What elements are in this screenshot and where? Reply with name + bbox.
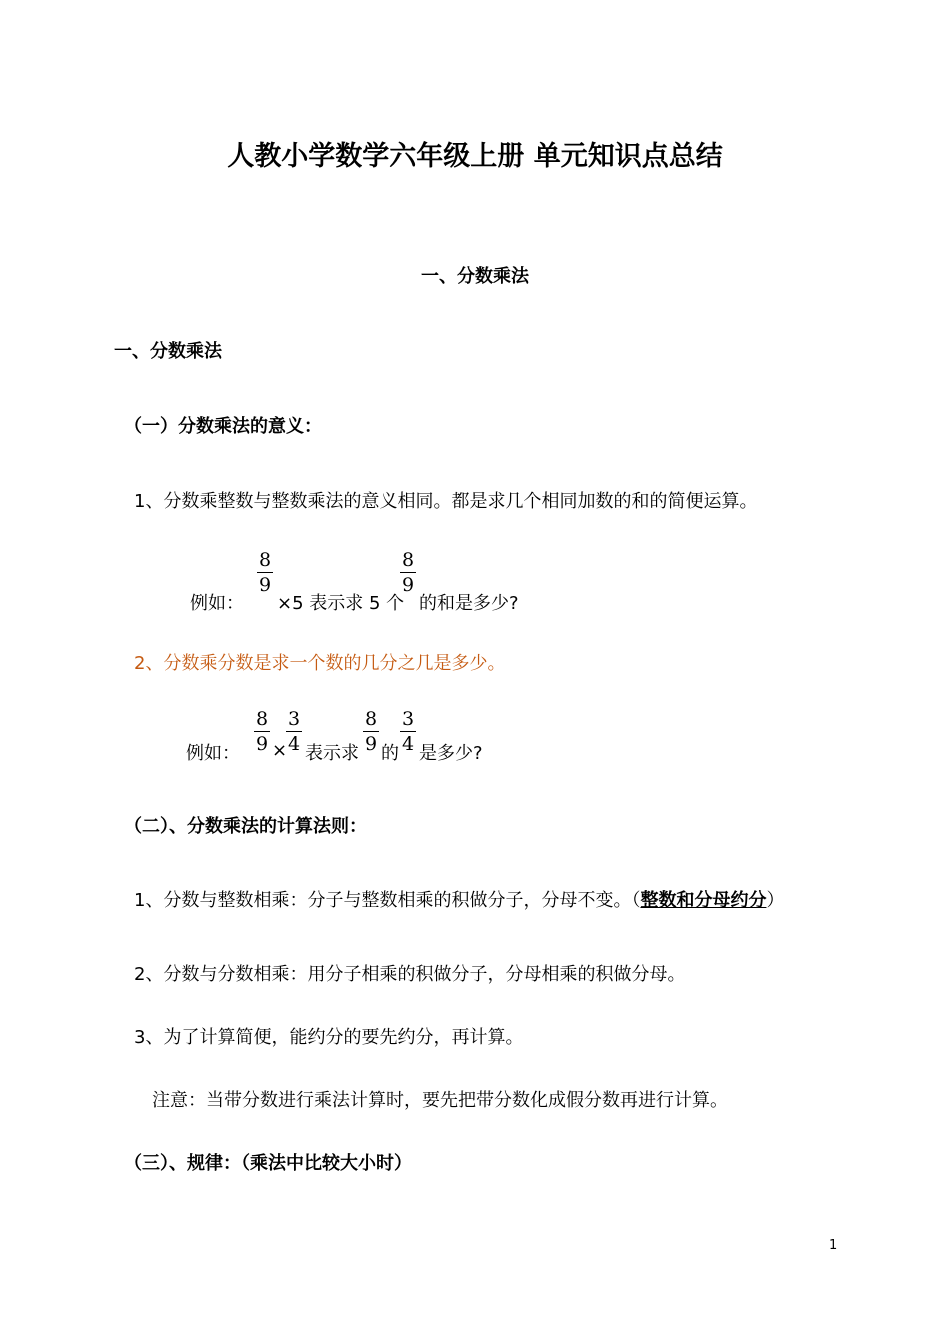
unit-heading: 一、分数乘法 bbox=[421, 266, 529, 287]
fraction-bar bbox=[363, 731, 379, 732]
example-text: ×5 表示求 5 个 bbox=[277, 593, 405, 614]
subsection-heading-meaning: （一）分数乘法的意义： bbox=[124, 416, 322, 437]
denominator: 9 bbox=[255, 733, 269, 755]
example-text: 的和是多少? bbox=[419, 593, 519, 614]
meaning-item-2: 2、分数乘分数是求一个数的几分之几是多少。 bbox=[134, 653, 506, 674]
denominator: 9 bbox=[401, 574, 415, 596]
numerator: 8 bbox=[255, 708, 269, 730]
fraction-bar bbox=[400, 572, 416, 573]
section-heading: 一、分数乘法 bbox=[114, 341, 222, 362]
rule-item-1 bbox=[134, 886, 784, 912]
fraction-bar bbox=[257, 572, 273, 573]
rule-note: 注意：当带分数进行乘法计算时，要先把带分数化成假分数再进行计算。 bbox=[152, 1090, 728, 1111]
example-text: 的 bbox=[381, 743, 399, 764]
fraction-bar bbox=[400, 731, 416, 732]
numerator: 8 bbox=[364, 708, 378, 730]
document-title: 人教小学数学六年级上册 单元知识点总结 bbox=[227, 141, 723, 172]
denominator: 4 bbox=[401, 733, 415, 755]
denominator: 4 bbox=[287, 733, 301, 755]
fraction-bar bbox=[254, 731, 270, 732]
fraction bbox=[400, 549, 416, 596]
denominator: 9 bbox=[258, 574, 272, 596]
fraction bbox=[254, 708, 270, 755]
denominator: 9 bbox=[364, 733, 378, 755]
rule-item-1-close: ） bbox=[766, 890, 785, 911]
times-sign: × bbox=[272, 740, 288, 761]
subsection-heading-rules: （二）、分数乘法的计算法则： bbox=[124, 816, 367, 837]
example-label: 例如： bbox=[186, 743, 240, 764]
numerator: 8 bbox=[401, 549, 415, 571]
fraction bbox=[257, 549, 273, 596]
example-label: 例如： bbox=[190, 593, 244, 614]
example-text: 表示求 bbox=[305, 743, 359, 764]
fraction bbox=[400, 708, 416, 755]
page-number: 1 bbox=[829, 1238, 838, 1253]
subsection-heading-patterns: （三）、规律：（乘法中比较大小时） bbox=[124, 1153, 412, 1174]
numerator: 3 bbox=[287, 708, 301, 730]
meaning-item-1: 1、分数乘整数与整数乘法的意义相同。都是求几个相同加数的和的简便运算。 bbox=[134, 491, 758, 512]
rule-item-1-emphasis: 整数和分母约分 bbox=[640, 890, 767, 911]
fraction bbox=[286, 708, 302, 755]
fraction-bar bbox=[286, 731, 302, 732]
rule-item-2: 2、分数与分数相乘：用分子相乘的积做分子，分母相乘的积做分母。 bbox=[134, 964, 686, 985]
rule-item-1-text: 1、分数与整数相乘：分子与整数相乘的积做分子，分母不变。（ bbox=[134, 890, 641, 911]
numerator: 8 bbox=[258, 549, 272, 571]
fraction bbox=[363, 708, 379, 755]
rule-item-3: 3、为了计算简便，能约分的要先约分，再计算。 bbox=[134, 1027, 524, 1048]
numerator: 3 bbox=[401, 708, 415, 730]
example-text: 是多少? bbox=[419, 743, 483, 764]
